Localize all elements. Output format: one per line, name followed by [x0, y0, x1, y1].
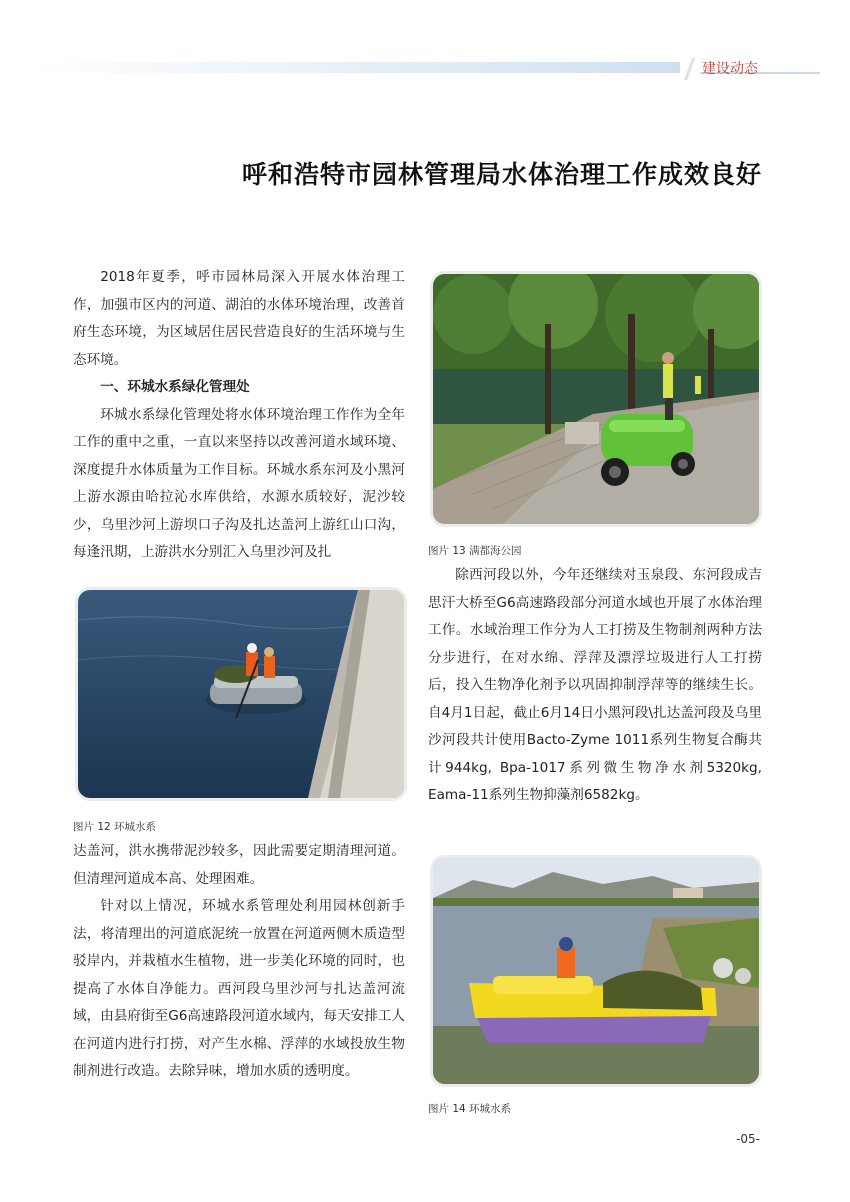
header-decor-bar	[30, 62, 680, 73]
page-number: -05-	[736, 1132, 760, 1146]
caption-fig12: 图片 12 环城水系	[73, 821, 157, 833]
caption-fig13: 图片 13 满都海公园	[428, 545, 522, 557]
paragraph: 针对以上情况，环城水系管理处利用园林创新手法，将清理出的河道底泥统一放置在河道两侧木质造型驳岸内，并栽植水生植物，进一步美化环境的同时，也提高了水体自净能力。西河段乌里沙河与扎达盖河流域，由县府街至G6高速路段河道水域内，每天安排工人在河道内进行打捞，对产生水棉、浮萍的水域投放生物制剂进行改造。去除异味，增加水质的透明度。	[73, 898, 405, 1079]
photo-river-boat-image	[78, 590, 404, 798]
paragraph: 环城水系绿化管理处将水体环境治理工作作为全年工作的重中之重，一直以来坚持以改善河道水域环境、深度提升水体质量为工作目标。环城水系东河及小黑河上游水源由哈拉沁水库供给，水源水质较好，泥沙较少，乌里沙河上游坝口子沟及扎达盖河上游红山口沟，每逢汛期，上游洪水分别汇入乌里沙河及扎	[73, 406, 405, 560]
right-text	[428, 562, 762, 810]
article-title: 呼和浩特市园林管理局水体治理工作成效良好	[241, 160, 762, 189]
caption-fig14: 图片 14 环城水系	[428, 1103, 512, 1115]
paragraph-continued: 达盖河，洪水携带泥沙较多，因此需要定期清理河道。但清理河道成本高、处理困难。	[73, 843, 405, 887]
section-tag-slant	[682, 58, 696, 80]
section-tag-label: 建设动态	[702, 61, 758, 77]
photo-river-boat	[78, 590, 404, 798]
paragraph: 2018年夏季，呼市园林局深入开展水体治理工作，加强市区内的河道、湖泊的水体环境治理，改善首府生态环境，为区域居住居民营造良好的生活环境与生态环境。	[73, 269, 405, 368]
left-top-text	[73, 264, 405, 567]
photo-park-sprayer-image	[433, 274, 759, 524]
photo-park-sprayer	[433, 274, 759, 524]
section-heading: 一、环城水系绿化管理处	[100, 379, 250, 395]
paragraph: 除西河段以外，今年还继续对玉泉段、东河段成吉思汗大桥至G6高速路段部分河道水域也开展了水体治理工作。水域治理工作分为人工打捞及生物制剂两种方法分步进行，在对水绵、浮萍及漂浮垃圾进行人工打捞后，投入生物净化剂予以巩固抑制浮萍等的继续生长。自4月1日起，截止6月14日小黑河段\扎达盖河段及乌里沙河段共计使用Bacto-Zyme 1011系列生物复合酶共计944kg, Bpa-1017系列微生物净水剂5320kg, Eama-11系列生物抑藻剂6582kg。	[428, 567, 762, 803]
photo-yellow-boat	[433, 858, 759, 1084]
left-bottom-text	[73, 838, 405, 1086]
photo-yellow-boat-image	[433, 858, 759, 1084]
section-tag	[680, 58, 820, 80]
